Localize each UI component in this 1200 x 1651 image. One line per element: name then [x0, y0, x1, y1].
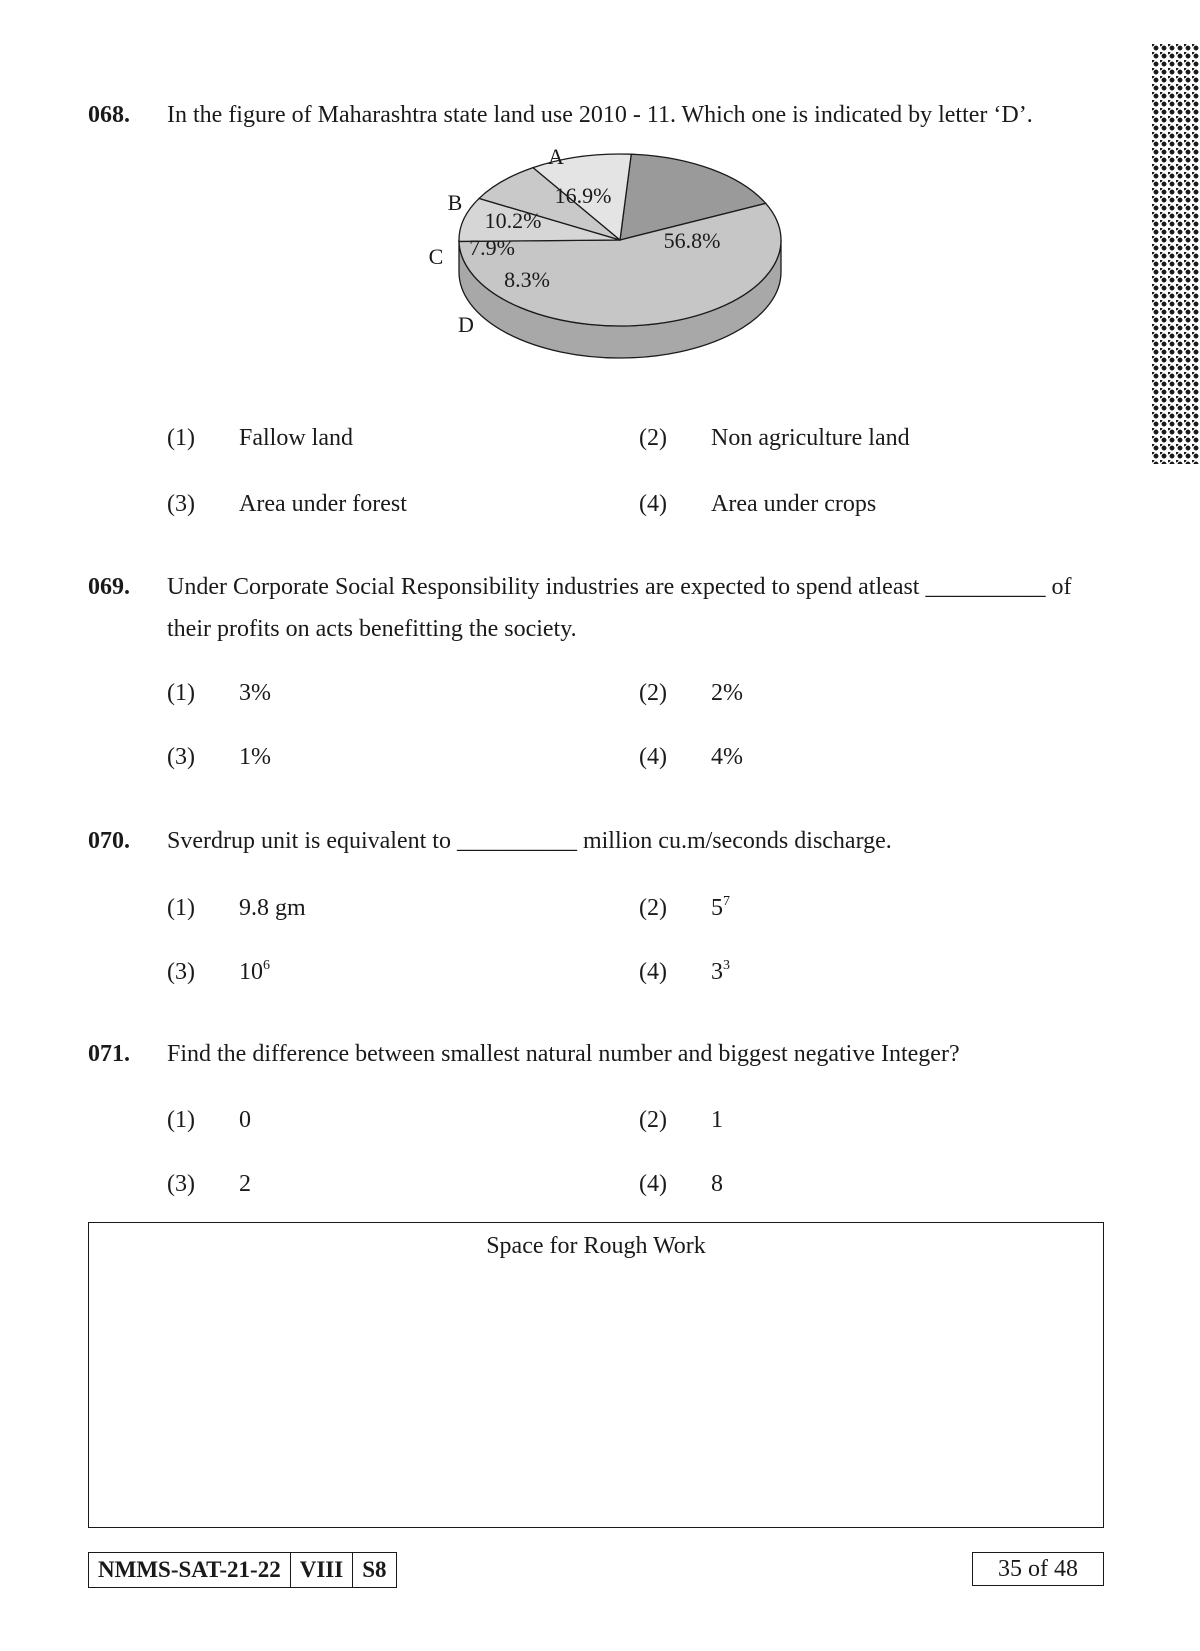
exam-standard: VIII	[290, 1553, 352, 1587]
pie-value-label: 16.9%	[554, 183, 612, 208]
exam-set: S8	[352, 1553, 395, 1587]
question-text: Find the difference between smallest natural number and biggest negative Integer?	[167, 1041, 960, 1067]
pie-letter-a: A	[548, 144, 564, 169]
pie-value-label: 56.8%	[663, 228, 721, 253]
question-text: Sverdrup unit is equivalent to __________ million cu.m/seconds discharge.	[167, 828, 892, 854]
q068-option-3[interactable]: (3) Area under forest	[167, 491, 407, 517]
q071-option-1[interactable]: (1) 0	[167, 1107, 251, 1133]
question-071	[88, 1033, 1108, 1075]
rough-work-title: Space for Rough Work	[486, 1233, 706, 1259]
q069-option-3[interactable]: (3) 1%	[167, 744, 271, 770]
pie-letter-c: C	[428, 244, 444, 269]
question-number: 069.	[88, 574, 130, 600]
land-use-pie-chart	[428, 144, 840, 380]
q070-option-4[interactable]: (4) $3^3$	[639, 958, 730, 985]
rough-work-box[interactable]	[88, 1222, 1104, 1528]
page-number: 35 of 48	[972, 1552, 1104, 1586]
q068-option-2[interactable]: (2) Non agriculture land	[639, 425, 910, 451]
exam-code-box	[88, 1552, 397, 1588]
decorative-side-pattern	[1152, 44, 1200, 464]
pie-value-label: 8.3%	[504, 267, 550, 292]
question-number: 071.	[88, 1041, 130, 1067]
q068-option-1[interactable]: (1) Fallow land	[167, 425, 353, 451]
q069-option-1[interactable]: (1) 3%	[167, 680, 271, 706]
question-069	[88, 566, 1108, 650]
q068-option-4[interactable]: (4) Area under crops	[639, 491, 877, 517]
q070-option-2[interactable]: (2) $5^7$	[639, 894, 730, 921]
q071-option-3[interactable]: (3) 2	[167, 1171, 251, 1197]
pie-value-label: 10.2%	[484, 208, 542, 233]
question-068	[88, 94, 1108, 136]
q069-option-2[interactable]: (2) 2%	[639, 680, 743, 706]
pie-letter-d: D	[458, 312, 474, 337]
q071-option-4[interactable]: (4) 8	[639, 1171, 723, 1197]
exam-code: NMMS-SAT-21-22	[98, 1557, 281, 1582]
pie-letter-b: B	[447, 190, 463, 215]
pie-value-label: 7.9%	[469, 235, 515, 260]
q071-option-2[interactable]: (2) 1	[639, 1107, 723, 1133]
question-number: 070.	[88, 828, 130, 854]
q069-option-4[interactable]: (4) 4%	[639, 744, 743, 770]
question-070	[88, 820, 1108, 862]
q070-option-1[interactable]: (1) 9.8 gm	[167, 895, 306, 921]
question-text: Under Corporate Social Responsibility industries are expected to spend atleast __________ of their profits on acts benefitting the society.	[167, 574, 1072, 642]
question-number: 068.	[88, 102, 130, 128]
question-text: In the figure of Maharashtra state land use 2010 - 11. Which one is indicated by letter ‘D’.	[167, 102, 1033, 128]
q070-option-3[interactable]: (3) $10^6$	[167, 958, 270, 985]
